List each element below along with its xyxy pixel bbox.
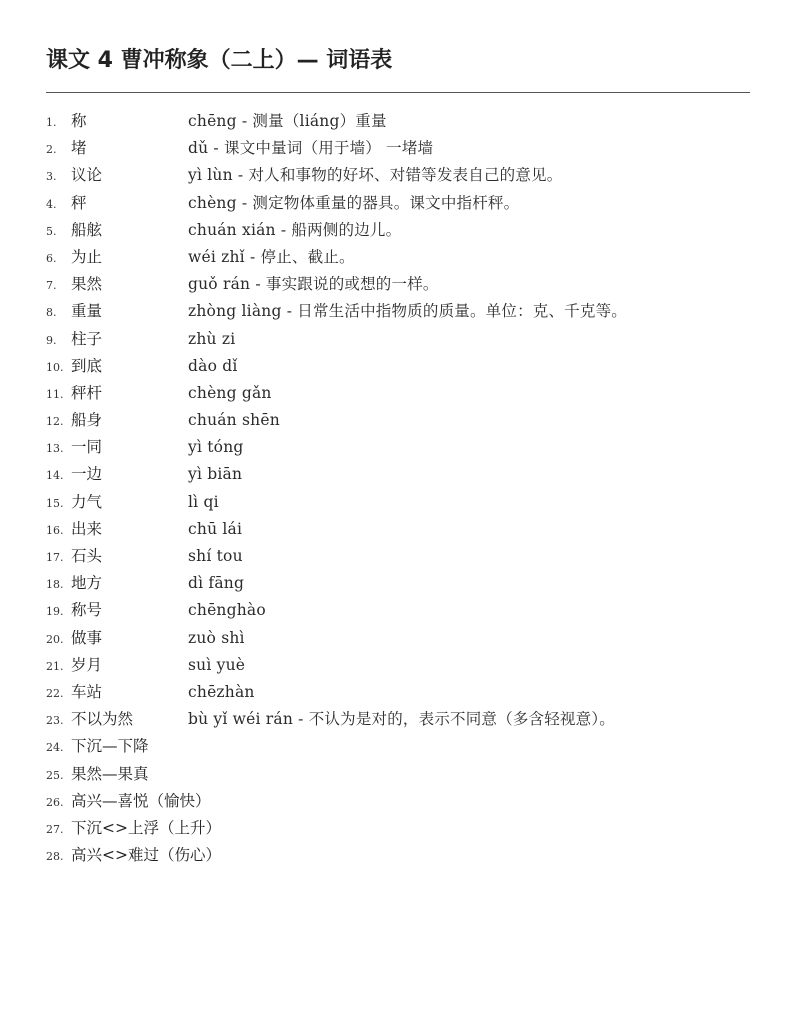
list-item <box>0 434 794 461</box>
item-definition: dào dǐ <box>188 356 238 375</box>
item-word: 秤杆 <box>71 383 103 402</box>
list-item <box>0 353 794 380</box>
item-definition: zuò shì <box>188 628 245 647</box>
list-item <box>0 788 794 815</box>
item-word: 车站 <box>71 682 103 701</box>
item-number: 15. <box>46 496 64 510</box>
item-number: 25. <box>46 768 64 782</box>
item-definition: chuán shēn <box>188 411 280 430</box>
item-word: 高兴—喜悦（愉快） <box>71 791 211 810</box>
item-word: 堵 <box>71 139 87 158</box>
item-word: 船舷 <box>71 220 103 239</box>
list-item <box>0 842 794 869</box>
vocabulary-list <box>0 108 794 869</box>
item-definition: chēnghào <box>188 601 266 620</box>
list-item <box>0 407 794 434</box>
list-item <box>0 815 794 842</box>
item-definition: lì qi <box>188 492 219 511</box>
item-word: 不以为然 <box>71 710 134 729</box>
item-definition: chèng gǎn <box>188 383 272 402</box>
list-item <box>0 597 794 624</box>
item-word: 秤 <box>71 193 87 212</box>
item-word: 下沉—下降 <box>71 737 149 756</box>
item-definition: chēng - 测量（liáng）重量 <box>188 112 387 130</box>
list-item <box>0 108 794 135</box>
item-word: 议论 <box>71 166 103 185</box>
item-definition: yì biān <box>188 465 243 484</box>
item-word: 出来 <box>71 519 103 538</box>
item-word: 果然—果真 <box>71 764 149 783</box>
item-word: 岁月 <box>71 655 103 674</box>
item-definition: yì lùn - 对人和事物的好坏、对错等发表自己的意见。 <box>188 166 563 185</box>
list-item <box>0 326 794 353</box>
list-item <box>0 244 794 271</box>
item-number: 11. <box>46 387 64 401</box>
list-item <box>0 298 794 325</box>
item-definition: bù yǐ wéi rán - 不认为是对的，表示不同意（多含轻视意）。 <box>188 710 615 729</box>
item-number: 2. <box>46 143 57 157</box>
item-number: 23. <box>46 714 64 728</box>
list-item <box>0 543 794 570</box>
item-number: 1. <box>46 116 57 129</box>
item-number: 3. <box>46 170 57 184</box>
item-number: 26. <box>46 795 64 809</box>
list-item <box>0 135 794 162</box>
list-item <box>0 706 794 733</box>
item-number: 5. <box>46 224 57 238</box>
item-word: 一边 <box>71 465 103 484</box>
item-word: 一同 <box>71 438 103 457</box>
item-word: 称号 <box>71 601 103 620</box>
list-item <box>0 761 794 788</box>
item-number: 7. <box>46 279 57 293</box>
item-number: 4. <box>46 197 57 211</box>
item-word: 石头 <box>71 547 103 565</box>
item-definition: wéi zhǐ - 停止、截止。 <box>188 247 355 266</box>
item-number: 12. <box>46 415 64 429</box>
item-number: 27. <box>46 822 64 836</box>
item-number: 16. <box>46 523 64 537</box>
item-definition: guǒ rán - 事实跟说的或想的一样。 <box>188 275 439 294</box>
item-definition: zhù zi <box>188 329 236 348</box>
item-number: 20. <box>46 632 64 646</box>
item-definition: yì tóng <box>188 438 244 457</box>
item-number: 13. <box>46 442 64 456</box>
item-word: 重量 <box>71 302 103 321</box>
item-definition: chū lái <box>188 519 243 538</box>
item-word: 船身 <box>71 411 103 430</box>
item-definition: zhòng liàng - 日常生活中指物质的质量。单位：克、千克等。 <box>188 302 627 321</box>
list-item <box>0 679 794 706</box>
item-word: 地方 <box>71 574 103 593</box>
list-item <box>0 162 794 189</box>
item-definition: dǔ - 课文中量词（用于墙） 一堵墙 <box>188 139 434 158</box>
item-number: 22. <box>46 686 64 700</box>
page-title: 课文 4 曹冲称象（二上）— 词语表 <box>46 48 393 73</box>
list-item <box>0 489 794 516</box>
item-definition: chēzhàn <box>188 682 255 701</box>
item-definition: chuán xián - 船两侧的边儿。 <box>188 220 402 239</box>
list-item <box>0 570 794 597</box>
item-word: 为止 <box>71 247 103 266</box>
item-word: 下沉<>上浮（上升） <box>71 818 221 837</box>
title-divider <box>46 92 750 93</box>
item-number: 18. <box>46 578 64 592</box>
item-number: 10. <box>46 360 64 374</box>
item-word: 力气 <box>71 492 103 511</box>
item-definition: shí tou <box>188 547 243 565</box>
item-number: 19. <box>46 605 64 619</box>
list-item <box>0 190 794 217</box>
item-definition: chèng - 测定物体重量的器具。课文中指杆秤。 <box>188 193 520 212</box>
item-number: 8. <box>46 306 57 320</box>
item-definition: suì yuè <box>188 655 246 674</box>
item-word: 称 <box>71 112 87 130</box>
list-item <box>0 461 794 488</box>
item-number: 28. <box>46 850 64 864</box>
list-item <box>0 380 794 407</box>
list-item <box>0 217 794 244</box>
list-item <box>0 625 794 652</box>
list-item <box>0 271 794 298</box>
item-word: 柱子 <box>71 329 103 348</box>
list-item <box>0 652 794 679</box>
item-word: 果然 <box>71 275 103 294</box>
item-word: 高兴<>难过（伤心） <box>71 846 221 865</box>
item-word: 做事 <box>71 628 103 647</box>
item-word: 到底 <box>71 356 103 375</box>
item-number: 24. <box>46 741 64 755</box>
list-item <box>0 733 794 760</box>
item-number: 9. <box>46 333 57 347</box>
item-number: 21. <box>46 659 64 673</box>
item-definition: dì fāng <box>188 574 245 593</box>
item-number: 17. <box>46 551 64 564</box>
item-number: 14. <box>46 469 64 483</box>
list-item <box>0 516 794 543</box>
item-number: 6. <box>46 251 57 265</box>
